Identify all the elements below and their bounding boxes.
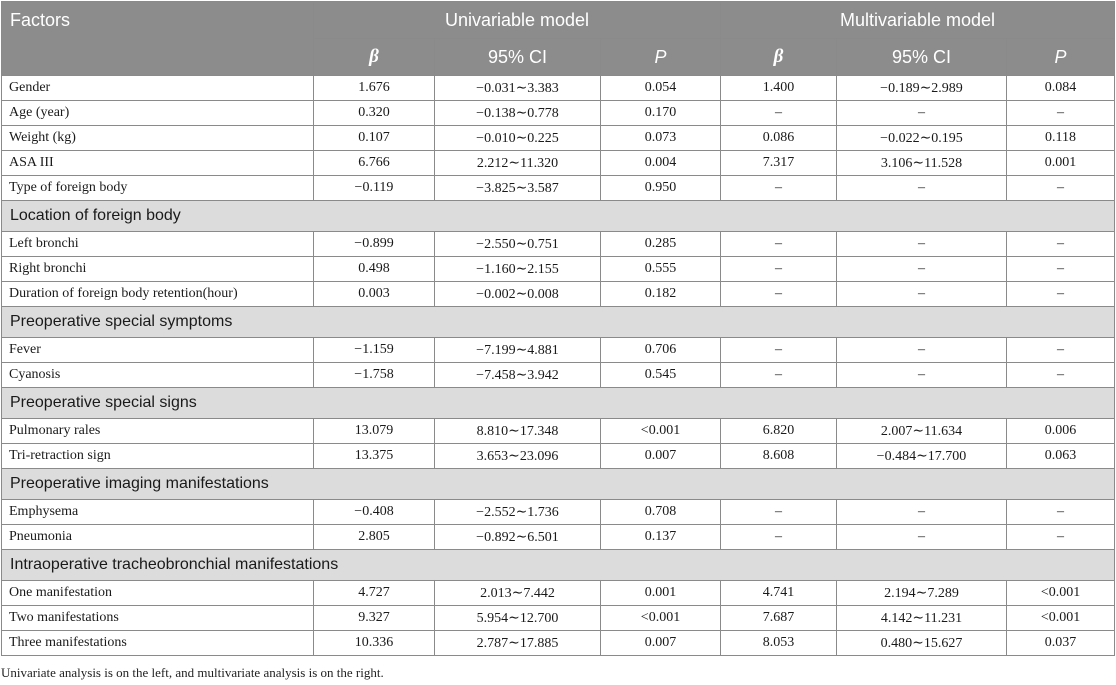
multivariable-p-cell: – [1007,525,1115,550]
multivariable-ci-cell: 4.142∼11.231 [837,606,1007,631]
univariable-beta-cell: 1.676 [314,76,435,101]
table-row [2,101,1115,126]
multivariable-beta-cell: – [721,500,837,525]
multivariable-p-cell: – [1007,363,1115,388]
univariable-p-cell: <0.001 [601,606,721,631]
univariable-ci-header: 95% CI [435,39,601,76]
factor-name-cell: Emphysema [2,500,314,525]
multivariable-ci-cell: – [837,525,1007,550]
univariable-beta-cell: 13.079 [314,419,435,444]
multivariable-p-cell: 0.037 [1007,631,1115,656]
univariable-beta-cell: −1.159 [314,338,435,363]
univariable-p-cell: <0.001 [601,419,721,444]
section-header-row [2,550,1115,581]
univariable-p-cell: 0.950 [601,176,721,201]
univariable-ci-cell: −0.010∼0.225 [435,126,601,151]
multivariable-p-cell: – [1007,176,1115,201]
univariable-ci-cell: −3.825∼3.587 [435,176,601,201]
univariable-ci-cell: 8.810∼17.348 [435,419,601,444]
univariable-p-cell: 0.555 [601,257,721,282]
multivariable-beta-cell: – [721,176,837,201]
table-row [2,444,1115,469]
multivariable-model-header: Multivariable model [721,2,1115,39]
multivariable-p-cell: 0.001 [1007,151,1115,176]
multivariable-beta-cell: – [721,363,837,388]
factor-name-cell: Weight (kg) [2,126,314,151]
univariable-ci-cell: −1.160∼2.155 [435,257,601,282]
factors-header: Factors [2,2,314,76]
univariable-ci-cell: −7.458∼3.942 [435,363,601,388]
multivariable-p-cell: 0.063 [1007,444,1115,469]
univariable-ci-cell: −7.199∼4.881 [435,338,601,363]
multivariable-ci-cell: – [837,338,1007,363]
univariable-ci-cell: 2.013∼7.442 [435,581,601,606]
multivariable-ci-cell: 0.480∼15.627 [837,631,1007,656]
univariable-ci-cell: −2.550∼0.751 [435,232,601,257]
table-row [2,282,1115,307]
table-row [2,606,1115,631]
univariable-ci-cell: 2.787∼17.885 [435,631,601,656]
table-row [2,257,1115,282]
univariable-ci-cell: −0.138∼0.778 [435,101,601,126]
table-row [2,525,1115,550]
table-footnote: Univariate analysis is on the left, and multivariate analysis is on the right. [1,665,384,680]
section-header-label: Preoperative imaging manifestations [2,469,1115,500]
univariable-beta-cell: 0.107 [314,126,435,151]
univariable-beta-cell: −0.408 [314,500,435,525]
multivariable-ci-cell: – [837,282,1007,307]
multivariable-beta-cell: – [721,232,837,257]
regression-table [1,1,1115,656]
section-header-label: Preoperative special signs [2,388,1115,419]
factor-name-cell: Right bronchi [2,257,314,282]
table-body [2,76,1115,656]
univariable-ci-cell: −0.002∼0.008 [435,282,601,307]
univariable-beta-header: β [314,39,435,76]
univariable-p-header: P [601,39,721,76]
multivariable-beta-cell: 8.608 [721,444,837,469]
table-row [2,232,1115,257]
multivariable-p-cell: 0.084 [1007,76,1115,101]
factor-name-cell: Gender [2,76,314,101]
univariable-p-cell: 0.073 [601,126,721,151]
multivariable-ci-cell: – [837,257,1007,282]
univariable-p-cell: 0.182 [601,282,721,307]
univariable-beta-cell: 13.375 [314,444,435,469]
section-header-row [2,307,1115,338]
multivariable-p-cell: 0.118 [1007,126,1115,151]
univariable-model-header: Univariable model [314,2,721,39]
multivariable-ci-cell: – [837,363,1007,388]
multivariable-beta-cell: – [721,257,837,282]
section-header-label: Preoperative special symptoms [2,307,1115,338]
multivariable-p-cell: – [1007,338,1115,363]
table-row [2,151,1115,176]
univariable-p-cell: 0.545 [601,363,721,388]
univariable-p-cell: 0.007 [601,631,721,656]
multivariable-p-cell: – [1007,232,1115,257]
multivariable-beta-cell: – [721,282,837,307]
table-row [2,126,1115,151]
multivariable-ci-cell: −0.484∼17.700 [837,444,1007,469]
factor-name-cell: Left bronchi [2,232,314,257]
univariable-beta-cell: 4.727 [314,581,435,606]
multivariable-ci-cell: 3.106∼11.528 [837,151,1007,176]
multivariable-beta-cell: – [721,338,837,363]
univariable-beta-cell: −0.899 [314,232,435,257]
multivariable-beta-cell: 0.086 [721,126,837,151]
univariable-p-cell: 0.706 [601,338,721,363]
factor-name-cell: Type of foreign body [2,176,314,201]
factor-name-cell: Fever [2,338,314,363]
table-row [2,176,1115,201]
univariable-ci-cell: −0.031∼3.383 [435,76,601,101]
univariable-ci-cell: 5.954∼12.700 [435,606,601,631]
univariable-beta-cell: 6.766 [314,151,435,176]
multivariable-ci-cell: 2.007∼11.634 [837,419,1007,444]
factor-name-cell: Pulmonary rales [2,419,314,444]
multivariable-beta-cell: 4.741 [721,581,837,606]
multivariable-ci-cell: −0.189∼2.989 [837,76,1007,101]
univariable-p-cell: 0.004 [601,151,721,176]
multivariable-ci-cell: – [837,500,1007,525]
univariable-beta-cell: 0.003 [314,282,435,307]
multivariable-ci-cell: – [837,232,1007,257]
factor-name-cell: Cyanosis [2,363,314,388]
multivariable-p-cell: – [1007,101,1115,126]
univariable-p-cell: 0.054 [601,76,721,101]
multivariable-p-cell: <0.001 [1007,581,1115,606]
univariable-p-cell: 0.007 [601,444,721,469]
univariable-ci-cell: 2.212∼11.320 [435,151,601,176]
multivariable-p-header: P [1007,39,1115,76]
univariable-p-cell: 0.285 [601,232,721,257]
multivariable-beta-cell: – [721,525,837,550]
factor-name-cell: Two manifestations [2,606,314,631]
univariable-beta-cell: 2.805 [314,525,435,550]
multivariable-p-cell: <0.001 [1007,606,1115,631]
table-row [2,581,1115,606]
factor-name-cell: Tri-retraction sign [2,444,314,469]
univariable-beta-cell: 10.336 [314,631,435,656]
univariable-beta-cell: 0.498 [314,257,435,282]
univariable-p-cell: 0.001 [601,581,721,606]
table-row [2,338,1115,363]
univariable-p-cell: 0.137 [601,525,721,550]
multivariable-p-cell: 0.006 [1007,419,1115,444]
multivariable-ci-cell: – [837,101,1007,126]
univariable-ci-cell: −2.552∼1.736 [435,500,601,525]
section-header-row [2,469,1115,500]
multivariable-beta-cell: 1.400 [721,76,837,101]
multivariable-beta-cell: 7.687 [721,606,837,631]
table-row [2,363,1115,388]
multivariable-beta-header: β [721,39,837,76]
factor-name-cell: One manifestation [2,581,314,606]
multivariable-p-cell: – [1007,257,1115,282]
multivariable-beta-cell: – [721,101,837,126]
factor-name-cell: ASA III [2,151,314,176]
section-header-label: Intraoperative tracheobronchial manifestations [2,550,1115,581]
univariable-p-cell: 0.170 [601,101,721,126]
univariable-beta-cell: −1.758 [314,363,435,388]
factor-name-cell: Pneumonia [2,525,314,550]
univariable-ci-cell: −0.892∼6.501 [435,525,601,550]
univariable-ci-cell: 3.653∼23.096 [435,444,601,469]
multivariable-ci-header: 95% CI [837,39,1007,76]
multivariable-beta-cell: 8.053 [721,631,837,656]
section-header-row [2,388,1115,419]
table-row [2,631,1115,656]
multivariable-ci-cell: 2.194∼7.289 [837,581,1007,606]
univariable-beta-cell: 0.320 [314,101,435,126]
multivariable-beta-cell: 7.317 [721,151,837,176]
factor-name-cell: Age (year) [2,101,314,126]
section-header-row [2,201,1115,232]
table-row [2,419,1115,444]
table-header [2,2,1115,76]
multivariable-p-cell: – [1007,282,1115,307]
univariable-beta-cell: −0.119 [314,176,435,201]
multivariable-p-cell: – [1007,500,1115,525]
multivariable-ci-cell: −0.022∼0.195 [837,126,1007,151]
univariable-beta-cell: 9.327 [314,606,435,631]
table-row [2,500,1115,525]
factor-name-cell: Three manifestations [2,631,314,656]
section-header-label: Location of foreign body [2,201,1115,232]
multivariable-ci-cell: – [837,176,1007,201]
univariable-p-cell: 0.708 [601,500,721,525]
multivariable-beta-cell: 6.820 [721,419,837,444]
table-row [2,76,1115,101]
factor-name-cell: Duration of foreign body retention(hour) [2,282,314,307]
